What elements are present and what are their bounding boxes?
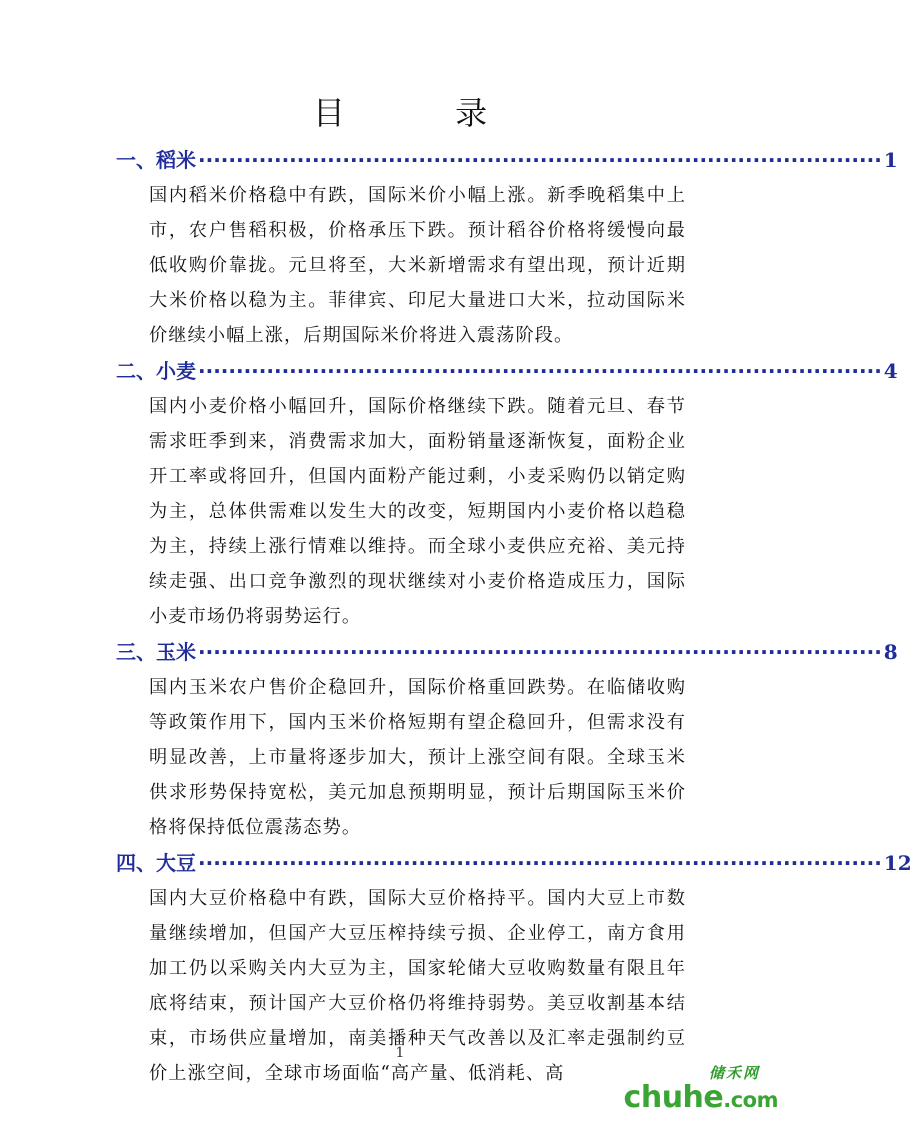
toc-entry-rice (116, 142, 898, 353)
toc-page-number: 1 (883, 148, 898, 172)
watermark-en-text (624, 1082, 778, 1116)
watermark-suffix: .com (723, 1088, 778, 1112)
watermark-logo (618, 1062, 778, 1116)
watermark-domain: chuhe (623, 1080, 724, 1115)
toc-summary: 国内稻米价格稳中有跌，国际米价小幅上涨。新季晚稻集中上市，农户售稻积极，价格承压下跌。预计稻谷价格将缓慢向最低收购价靠拢。元旦将至，大米新增需求有望出现，预计近期大米价格以稳为主。菲律宾、印尼大量进口大米，拉动国际米价继续小幅上涨，后期国际米价将进入震荡阶段。 (149, 185, 686, 346)
toc-heading[interactable] (116, 845, 912, 881)
toc-summary: 国内小麦价格小幅回升，国际价格继续下跌。随着元旦、春节需求旺季到来，消费需求加大，面粉销量逐渐恢复，面粉企业开工率或将回升，但国内面粉产能过剩，小麦采购仍以销定购为主，总体供需难以发生大的改变，短期国内小麦价格以趋稳为主，持续上涨行情难以维持。而全球小麦供应充裕、美元持续走强、出口竞争激烈的现状继续对小麦价格造成压力，国际小麦市场仍将弱势运行。 (149, 396, 686, 627)
page-title: 目 录 (312, 94, 538, 132)
toc-page-number: 12 (883, 851, 912, 875)
toc-entry-wheat (116, 353, 898, 634)
toc-leader-dots: ·························································································· (198, 148, 882, 172)
toc-heading[interactable] (116, 634, 898, 670)
toc-heading[interactable] (116, 353, 898, 389)
toc-heading-label: 三、玉米 (116, 640, 196, 664)
toc-entry-corn (116, 634, 898, 845)
toc-heading-label: 二、小麦 (116, 359, 196, 383)
toc-heading-label: 四、大豆 (116, 851, 196, 875)
toc-leader-dots: ·························································································· (198, 640, 882, 664)
toc-leader-dots: ·························································································· (198, 359, 882, 383)
toc-heading-label: 一、稻米 (116, 148, 196, 172)
toc-summary: 国内大豆价格稳中有跌，国际大豆价格持平。国内大豆上市数量继续增加，但国产大豆压榨持续亏损、企业停工，南方食用加工仍以采购关内大豆为主，国家轮储大豆收购数量有限且年底将结束，预计国产大豆价格仍将维持弱势。美豆收割基本结束，市场供应量增加，南美播种天气改善以及汇率走强制约豆价上涨空间，全球市场面临“高产量、低消耗、高 (149, 888, 686, 1084)
toc-leader-dots: ·························································································· (198, 851, 882, 875)
toc-page-number: 4 (883, 359, 898, 383)
toc-page-number: 8 (883, 640, 898, 664)
toc-summary: 国内玉米农户售价企稳回升，国际价格重回跌势。在临储收购等政策作用下，国内玉米价格短期有望企稳回升，但需求没有明显改善，上市量将逐步加大，预计上涨空间有限。全球玉米供求形势保持宽松，美元加息预期明显，预计后期国际玉米价格将保持低位震荡态势。 (149, 677, 686, 838)
toc-heading[interactable] (116, 142, 898, 178)
watermark-cn-text: 储禾网 (708, 1064, 760, 1082)
page-number: 1 (395, 1045, 405, 1061)
